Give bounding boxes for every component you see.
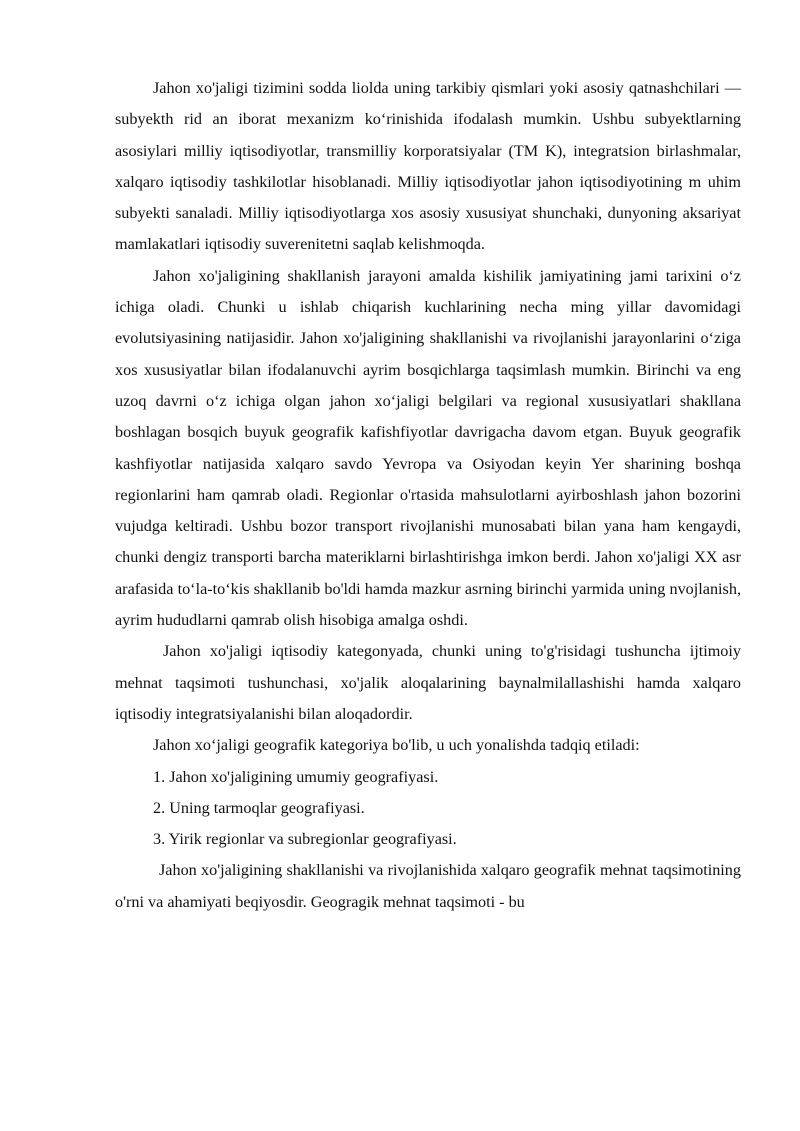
list-item-general-geography: 1. Jahon xo'jaligining umumiy geografiyasi. xyxy=(153,767,439,786)
list-item-sector-geography: 2. Uning tarmoqlar geografiyasi. xyxy=(153,798,365,817)
list-item-regional-geography: 3. Yirik regionlar va subregionlar geografiyasi. xyxy=(153,830,457,849)
paragraph-geographic-category: Jahon xoʻjaligi geografik kategoriya bo'lib, u uch yonalishda tadqiq etiladi: xyxy=(153,736,640,755)
document-page xyxy=(115,73,741,918)
paragraph-labor-division: Jahon xo'jaligining shakllanishi va rivojlanishida xalqaro geografik mehnat taqsimotining o'rni va ahamiyati beqiyosdir. Geogragik mehnat taqsimoti - bu xyxy=(115,861,741,911)
paragraph-economic-category: Jahon xo'jaligi iqtisodiy kategonyada, chunki uning to'g'risidagi tushuncha ijtimoiy mehnat taqsimoti tushunchasi, xo'jalik aloqalarining baynalmilallashishi hamda xalqaro iqtisodiy integratsiyalanishi bilan aloqadordir. xyxy=(115,642,741,723)
paragraph-formation-history: Jahon xo'jaligining shakllanish jarayoni amalda kishilik jamiyatining jami tarixini oʻz ichiga oladi. Chunki u ishlab chiqarish kuchlarining necha ming yillar davomidagi evolutsiyasining natijasidir. Jahon xo'jaligining shakllanishi va rivojlanishi jarayonlarini oʻziga xos xususiyatlar bilan ifodalanuvchi ayrim bosqichlarga taqsimlash mumkin. Birinchi va eng uzoq davrni oʻz ichiga olgan jahon xoʻjaligi belgilari va regional xususiyatlari shakllana boshlagan bosqich buyuk geografik kafishfiyotlar davrigacha davom etgan. Buyuk geografik kashfiyotlar natijasida xalqaro savdo Yevropa va Osiyodan keyin Yer sharining boshqa regionlarini ham qamrab oladi. Regionlar o'rtasida mahsulotlarni ayirboshlash jahon bozorini vujudga keltiradi. Ushbu bozor transport rivojlanishi munosabati bilan yana ham kengaydi, chunki dengiz transporti barcha materiklarni birlashtirishga imkon berdi. Jahon xo'jaligi XX asr arafasida toʻla-toʻkis shakllanib bo'ldi hamda mazkur asrning birinchi yarmida uning nvojlanish, ayrim hududlarni qamrab olish hisobiga amalga oshdi. xyxy=(115,266,741,630)
paragraph-world-economy-subjects: Jahon xo'jaligi tizimini sodda liolda uning tarkibiy qismlari yoki asosiy qatnashchilari — subyekth rid an iborat mexanizm koʻrinishida ifodalash mumkin. Ushbu subyektlarning asosiylari milliy iqtisodiyotlar, transmilliy korporatsiyalar (TM K), integratsion birlashmalar, xalqaro iqtisodiy tashkilotlar hisoblanadi. Milliy iqtisodiyotlar jahon iqtisodiyotining m uhim subyekti sanaladi. Milliy iqtisodiyotlarga xos asosiy xususiyat shunchaki, dunyoning aksariyat mamlakatlari iqtisodiy suverenitetni saqlab kelishmoqda. xyxy=(115,79,741,254)
